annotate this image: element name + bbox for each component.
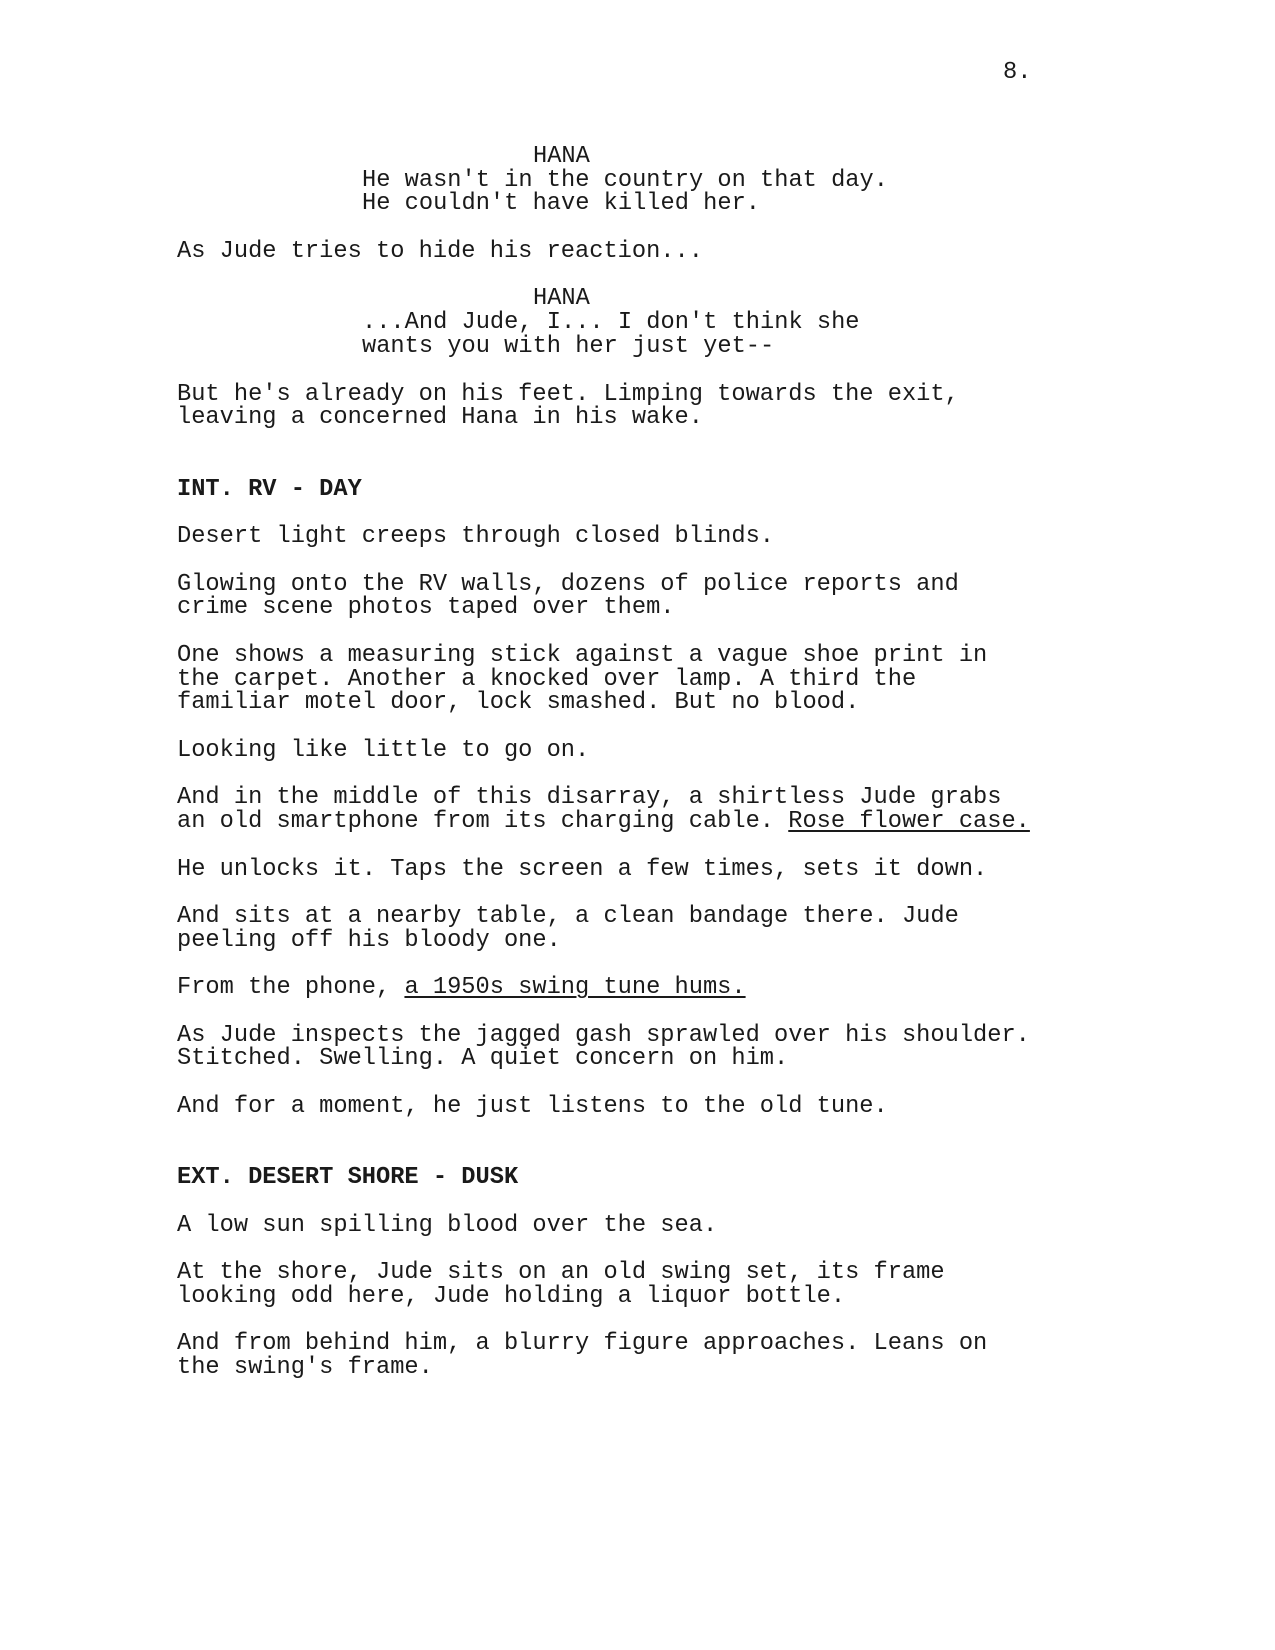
- action-line: [177, 1332, 987, 1356]
- action-line: [177, 691, 859, 715]
- dialogue-line: [362, 192, 760, 216]
- line-text: the carpet. Another a knocked over lamp. A third the: [177, 666, 917, 693]
- action-line: [177, 240, 703, 264]
- line-text: INT. RV - DAY: [177, 476, 362, 503]
- action-line: [177, 1356, 433, 1380]
- line-text: peeling off his bloody one.: [177, 927, 561, 954]
- character-name: [533, 287, 590, 311]
- dialogue-line: [362, 311, 860, 335]
- action-line: [177, 644, 987, 668]
- action-line: [177, 905, 959, 929]
- action-line: [177, 858, 987, 882]
- character-name: [533, 145, 590, 169]
- line-text: EXT. DESERT SHORE - DUSK: [177, 1164, 519, 1191]
- action-line: [177, 525, 774, 549]
- line-text: an old smartphone from its charging cable.: [177, 808, 789, 835]
- line-text: And from behind him, a blurry figure approaches. Leans on: [177, 1330, 988, 1357]
- action-line: [177, 976, 746, 1000]
- underlined-text: a 1950s swing tune hums.: [404, 974, 746, 1001]
- line-text: the swing's frame.: [177, 1354, 433, 1381]
- line-text: A low sun spilling blood over the sea.: [177, 1212, 718, 1239]
- line-text: At the shore, Jude sits on an old swing set, its frame: [177, 1259, 945, 1286]
- line-text: leaving a concerned Hana in his wake.: [177, 404, 703, 431]
- line-text: He unlocks it. Taps the screen a few times, sets it down.: [177, 856, 988, 883]
- line-text: As Jude inspects the jagged gash sprawled over his shoulder.: [177, 1022, 1030, 1049]
- action-line: [177, 786, 1001, 810]
- line-text: And for a moment, he just listens to the old tune.: [177, 1093, 888, 1120]
- line-text: And sits at a nearby table, a clean bandage there. Jude: [177, 903, 959, 930]
- line-text: Stitched. Swelling. A quiet concern on him.: [177, 1045, 789, 1072]
- action-line: [177, 810, 1030, 834]
- line-text: One shows a measuring stick against a vague shoe print in: [177, 642, 988, 669]
- action-line: [177, 1047, 788, 1071]
- action-line: [177, 596, 675, 620]
- action-line: [177, 1214, 717, 1238]
- line-text: Desert light creeps through closed blinds.: [177, 523, 775, 550]
- action-line: [177, 1285, 845, 1309]
- line-text: From the phone,: [177, 974, 405, 1001]
- action-line: [177, 1095, 888, 1119]
- scene-heading: [177, 1166, 518, 1190]
- line-text: And in the middle of this disarray, a shirtless Jude grabs: [177, 784, 1002, 811]
- line-text: But he's already on his feet. Limping towards the exit,: [177, 381, 959, 408]
- action-line: [177, 929, 561, 953]
- action-line: [177, 739, 589, 763]
- action-line: [177, 406, 703, 430]
- line-text: wants you with her just yet--: [362, 333, 775, 360]
- line-text: looking odd here, Jude holding a liquor bottle.: [177, 1283, 846, 1310]
- scene-heading: [177, 478, 362, 502]
- line-text: He couldn't have killed her.: [362, 190, 761, 217]
- dialogue-line: [362, 335, 774, 359]
- line-text: HANA: [533, 285, 590, 312]
- underlined-text: Rose flower case.: [788, 808, 1030, 835]
- line-text: As Jude tries to hide his reaction...: [177, 238, 703, 265]
- line-text: ...And Jude, I... I don't think she: [362, 309, 860, 336]
- line-text: HANA: [533, 143, 590, 170]
- line-text: crime scene photos taped over them.: [177, 594, 675, 621]
- page-number: 8.: [1003, 59, 1032, 86]
- line-text: Glowing onto the RV walls, dozens of police reports and: [177, 571, 959, 598]
- action-line: [177, 1261, 945, 1285]
- line-text: Looking like little to go on.: [177, 737, 590, 764]
- line-text: He wasn't in the country on that day.: [362, 167, 888, 194]
- line-text: familiar motel door, lock smashed. But no blood.: [177, 689, 860, 716]
